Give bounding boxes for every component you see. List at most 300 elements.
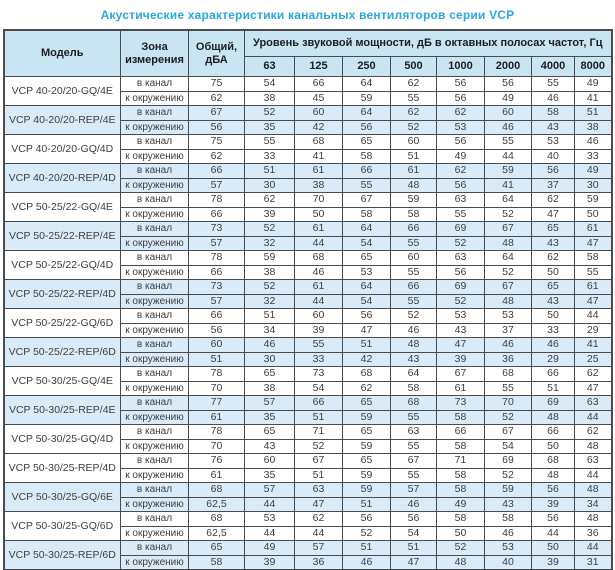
level-cell-63hz: 44 <box>245 526 295 541</box>
level-cell-250hz: 54 <box>343 294 391 309</box>
level-cell-4000hz: 44 <box>532 526 575 541</box>
level-cell-2000hz: 46 <box>485 526 532 541</box>
level-cell-2000hz: 52 <box>485 410 532 425</box>
total-dba-cell: 76 <box>189 454 245 469</box>
level-cell-63hz: 52 <box>245 222 295 237</box>
level-cell-250hz: 56 <box>343 309 391 324</box>
zone-cell: к окружению <box>121 468 189 483</box>
level-cell-250hz: 55 <box>343 178 391 193</box>
level-cell-250hz: 65 <box>343 135 391 150</box>
level-cell-63hz: 32 <box>245 294 295 309</box>
level-cell-8000hz: 47 <box>575 294 612 309</box>
table-row <box>4 367 612 382</box>
level-cell-125hz: 61 <box>295 280 343 295</box>
level-cell-500hz: 48 <box>391 338 437 353</box>
level-cell-2000hz: 70 <box>485 396 532 411</box>
table-row <box>4 541 612 556</box>
level-cell-250hz: 59 <box>343 468 391 483</box>
level-cell-1000hz: 53 <box>437 120 485 135</box>
total-dba-cell: 66 <box>189 309 245 324</box>
level-cell-63hz: 59 <box>245 251 295 266</box>
level-cell-500hz: 54 <box>391 526 437 541</box>
level-cell-8000hz: 61 <box>575 280 612 295</box>
level-cell-2000hz: 55 <box>485 381 532 396</box>
level-cell-63hz: 38 <box>245 265 295 280</box>
level-cell-500hz: 55 <box>391 91 437 106</box>
total-dba-cell: 51 <box>189 352 245 367</box>
level-cell-2000hz: 44 <box>485 149 532 164</box>
model-cell: VCP 50-25/22-GQ/4E <box>4 193 121 222</box>
level-cell-250hz: 68 <box>343 367 391 382</box>
level-cell-500hz: 55 <box>391 410 437 425</box>
level-cell-500hz: 43 <box>391 352 437 367</box>
level-cell-500hz: 67 <box>391 454 437 469</box>
column-header-total <box>189 30 245 77</box>
page-title: Акустические характеристики канальных вентиляторов серии VCP <box>100 8 515 22</box>
level-cell-4000hz: 55 <box>532 77 575 92</box>
table-row <box>4 483 612 498</box>
level-cell-4000hz: 39 <box>532 555 575 570</box>
level-cell-125hz: 54 <box>295 381 343 396</box>
frequency-header-250: 250 <box>343 57 391 77</box>
level-cell-2000hz: 56 <box>485 77 532 92</box>
level-cell-8000hz: 33 <box>575 149 612 164</box>
level-cell-1000hz: 53 <box>437 309 485 324</box>
level-cell-125hz: 60 <box>295 106 343 121</box>
total-dba-cell: 78 <box>189 251 245 266</box>
level-cell-500hz: 51 <box>391 149 437 164</box>
level-cell-63hz: 46 <box>245 338 295 353</box>
zone-cell: к окружению <box>121 294 189 309</box>
level-cell-63hz: 65 <box>245 367 295 382</box>
level-cell-500hz: 66 <box>391 280 437 295</box>
level-cell-4000hz: 62 <box>532 251 575 266</box>
level-cell-500hz: 64 <box>391 367 437 382</box>
level-cell-500hz: 52 <box>391 309 437 324</box>
level-cell-63hz: 35 <box>245 410 295 425</box>
total-dba-cell: 78 <box>189 193 245 208</box>
zone-cell: в канал <box>121 251 189 266</box>
total-dba-cell: 70 <box>189 381 245 396</box>
level-cell-125hz: 36 <box>295 555 343 570</box>
level-cell-4000hz: 43 <box>532 236 575 251</box>
acoustic-characteristics-table <box>3 29 613 570</box>
level-cell-250hz: 62 <box>343 381 391 396</box>
zone-cell: в канал <box>121 454 189 469</box>
column-header-zone <box>121 30 189 77</box>
level-cell-125hz: 52 <box>295 439 343 454</box>
level-cell-2000hz: 48 <box>485 294 532 309</box>
level-cell-1000hz: 66 <box>437 425 485 440</box>
level-cell-1000hz: 67 <box>437 367 485 382</box>
level-cell-63hz: 62 <box>245 193 295 208</box>
level-cell-63hz: 54 <box>245 77 295 92</box>
level-cell-250hz: 42 <box>343 352 391 367</box>
level-cell-4000hz: 40 <box>532 149 575 164</box>
level-cell-8000hz: 44 <box>575 468 612 483</box>
level-cell-1000hz: 56 <box>437 135 485 150</box>
level-cell-1000hz: 48 <box>437 555 485 570</box>
zone-cell: к окружению <box>121 149 189 164</box>
level-cell-63hz: 52 <box>245 280 295 295</box>
level-cell-1000hz: 43 <box>437 323 485 338</box>
level-cell-1000hz: 58 <box>437 512 485 527</box>
level-cell-500hz: 59 <box>391 193 437 208</box>
level-cell-250hz: 67 <box>343 193 391 208</box>
zone-cell: в канал <box>121 541 189 556</box>
frequency-header-1000: 1000 <box>437 57 485 77</box>
zone-cell: в канал <box>121 280 189 295</box>
total-dba-cell: 62,5 <box>189 497 245 512</box>
total-dba-cell: 66 <box>189 164 245 179</box>
level-cell-500hz: 62 <box>391 106 437 121</box>
model-cell: VCP 50-25/22-REP/4D <box>4 280 121 309</box>
level-cell-63hz: 51 <box>245 309 295 324</box>
table-header <box>4 30 612 77</box>
level-cell-4000hz: 65 <box>532 222 575 237</box>
level-cell-63hz: 49 <box>245 541 295 556</box>
level-cell-125hz: 55 <box>295 338 343 353</box>
level-cell-250hz: 65 <box>343 251 391 266</box>
model-cell: VCP 40-20/20-GQ/4E <box>4 77 121 106</box>
level-cell-2000hz: 59 <box>485 483 532 498</box>
level-cell-1000hz: 52 <box>437 294 485 309</box>
zone-cell: в канал <box>121 193 189 208</box>
level-cell-500hz: 58 <box>391 207 437 222</box>
level-cell-4000hz: 56 <box>532 164 575 179</box>
total-dba-cell: 78 <box>189 425 245 440</box>
table-row <box>4 106 612 121</box>
level-cell-125hz: 66 <box>295 77 343 92</box>
total-dba-cell: 61 <box>189 468 245 483</box>
total-header-line2: дБА <box>205 53 228 66</box>
zone-cell: к окружению <box>121 555 189 570</box>
level-cell-250hz: 58 <box>343 149 391 164</box>
level-cell-2000hz: 46 <box>485 120 532 135</box>
column-header-sound-power-level: Уровень звуковой мощности, дБ в октавных полосах частот, Гц <box>245 30 612 57</box>
total-dba-cell: 68 <box>189 512 245 527</box>
level-cell-8000hz: 47 <box>575 381 612 396</box>
model-cell: VCP 40-20/20-REP/4E <box>4 106 121 135</box>
level-cell-1000hz: 56 <box>437 265 485 280</box>
level-cell-4000hz: 68 <box>532 454 575 469</box>
level-cell-8000hz: 29 <box>575 323 612 338</box>
level-cell-250hz: 66 <box>343 164 391 179</box>
level-cell-4000hz: 33 <box>532 323 575 338</box>
level-cell-500hz: 55 <box>391 468 437 483</box>
table-row <box>4 77 612 92</box>
level-cell-125hz: 68 <box>295 251 343 266</box>
level-cell-4000hz: 48 <box>532 468 575 483</box>
model-cell: VCP 50-25/22-REP/4E <box>4 222 121 251</box>
level-cell-8000hz: 25 <box>575 352 612 367</box>
level-cell-125hz: 42 <box>295 120 343 135</box>
level-cell-125hz: 33 <box>295 352 343 367</box>
table-row <box>4 135 612 150</box>
level-cell-2000hz: 36 <box>485 352 532 367</box>
zone-cell: в канал <box>121 164 189 179</box>
level-cell-8000hz: 63 <box>575 454 612 469</box>
level-cell-125hz: 62 <box>295 512 343 527</box>
level-cell-8000hz: 44 <box>575 309 612 324</box>
total-dba-cell: 62 <box>189 91 245 106</box>
level-cell-250hz: 59 <box>343 410 391 425</box>
level-cell-500hz: 61 <box>391 164 437 179</box>
zone-cell: к окружению <box>121 265 189 280</box>
zone-cell: к окружению <box>121 120 189 135</box>
level-cell-500hz: 57 <box>391 483 437 498</box>
column-header-model: Модель <box>4 30 121 77</box>
level-cell-63hz: 57 <box>245 483 295 498</box>
level-cell-4000hz: 46 <box>532 91 575 106</box>
level-cell-8000hz: 46 <box>575 135 612 150</box>
level-cell-8000hz: 59 <box>575 193 612 208</box>
zone-cell: к окружению <box>121 178 189 193</box>
total-dba-cell: 61 <box>189 410 245 425</box>
frequency-header-63: 63 <box>245 57 295 77</box>
level-cell-2000hz: 37 <box>485 323 532 338</box>
level-cell-2000hz: 54 <box>485 439 532 454</box>
level-cell-1000hz: 55 <box>437 207 485 222</box>
level-cell-1000hz: 58 <box>437 468 485 483</box>
level-cell-500hz: 46 <box>391 323 437 338</box>
level-cell-4000hz: 43 <box>532 294 575 309</box>
zone-cell: в канал <box>121 483 189 498</box>
zone-cell: в канал <box>121 135 189 150</box>
level-cell-250hz: 53 <box>343 265 391 280</box>
level-cell-250hz: 65 <box>343 454 391 469</box>
model-cell: VCP 50-25/22-GQ/4D <box>4 251 121 280</box>
level-cell-125hz: 73 <box>295 367 343 382</box>
level-cell-500hz: 62 <box>391 77 437 92</box>
level-cell-2000hz: 67 <box>485 280 532 295</box>
model-cell: VCP 50-30/25-GQ/6E <box>4 483 121 512</box>
frequency-header-125: 125 <box>295 57 343 77</box>
table-row <box>4 338 612 353</box>
level-cell-8000hz: 61 <box>575 222 612 237</box>
level-cell-125hz: 39 <box>295 323 343 338</box>
level-cell-4000hz: 50 <box>532 541 575 556</box>
level-cell-8000hz: 34 <box>575 497 612 512</box>
level-cell-500hz: 60 <box>391 251 437 266</box>
level-cell-4000hz: 58 <box>532 106 575 121</box>
level-cell-63hz: 34 <box>245 323 295 338</box>
level-cell-63hz: 52 <box>245 106 295 121</box>
model-cell: VCP 50-30/25-REP/6D <box>4 541 121 570</box>
frequency-header-2000: 2000 <box>485 57 532 77</box>
total-dba-cell: 57 <box>189 178 245 193</box>
level-cell-8000hz: 62 <box>575 367 612 382</box>
frequency-header-8000: 8000 <box>575 57 612 77</box>
total-dba-cell: 67 <box>189 106 245 121</box>
level-cell-63hz: 35 <box>245 468 295 483</box>
zone-cell: к окружению <box>121 236 189 251</box>
level-cell-1000hz: 69 <box>437 222 485 237</box>
level-cell-63hz: 51 <box>245 164 295 179</box>
level-cell-500hz: 46 <box>391 497 437 512</box>
total-dba-cell: 77 <box>189 396 245 411</box>
level-cell-1000hz: 39 <box>437 352 485 367</box>
total-dba-cell: 57 <box>189 294 245 309</box>
level-cell-2000hz: 43 <box>485 497 532 512</box>
model-cell: VCP 50-30/25-GQ/4D <box>4 425 121 454</box>
level-cell-8000hz: 49 <box>575 77 612 92</box>
level-cell-63hz: 38 <box>245 91 295 106</box>
total-header-line1: Общий, <box>195 40 238 53</box>
level-cell-250hz: 52 <box>343 526 391 541</box>
level-cell-125hz: 51 <box>295 410 343 425</box>
level-cell-125hz: 67 <box>295 454 343 469</box>
total-dba-cell: 62,5 <box>189 526 245 541</box>
level-cell-63hz: 53 <box>245 512 295 527</box>
level-cell-1000hz: 56 <box>437 77 485 92</box>
model-cell: VCP 50-30/25-REP/4E <box>4 396 121 425</box>
level-cell-1000hz: 49 <box>437 149 485 164</box>
level-cell-8000hz: 48 <box>575 439 612 454</box>
zone-cell: в канал <box>121 309 189 324</box>
total-dba-cell: 68 <box>189 483 245 498</box>
level-cell-63hz: 30 <box>245 178 295 193</box>
level-cell-8000hz: 44 <box>575 410 612 425</box>
total-dba-cell: 66 <box>189 265 245 280</box>
zone-cell: в канал <box>121 77 189 92</box>
level-cell-1000hz: 52 <box>437 541 485 556</box>
level-cell-8000hz: 30 <box>575 178 612 193</box>
level-cell-250hz: 59 <box>343 91 391 106</box>
level-cell-8000hz: 62 <box>575 425 612 440</box>
level-cell-2000hz: 52 <box>485 265 532 280</box>
zone-cell: к окружению <box>121 91 189 106</box>
level-cell-2000hz: 69 <box>485 454 532 469</box>
level-cell-1000hz: 73 <box>437 396 485 411</box>
level-cell-500hz: 60 <box>391 135 437 150</box>
level-cell-4000hz: 43 <box>532 120 575 135</box>
zone-cell: в канал <box>121 396 189 411</box>
level-cell-4000hz: 47 <box>532 207 575 222</box>
level-cell-125hz: 66 <box>295 396 343 411</box>
level-cell-250hz: 51 <box>343 497 391 512</box>
level-cell-8000hz: 55 <box>575 265 612 280</box>
level-cell-500hz: 55 <box>391 265 437 280</box>
zone-cell: в канал <box>121 367 189 382</box>
level-cell-500hz: 48 <box>391 178 437 193</box>
level-cell-125hz: 47 <box>295 497 343 512</box>
level-cell-250hz: 46 <box>343 555 391 570</box>
level-cell-8000hz: 63 <box>575 396 612 411</box>
level-cell-1000hz: 62 <box>437 164 485 179</box>
frequency-header-4000: 4000 <box>532 57 575 77</box>
level-cell-125hz: 38 <box>295 178 343 193</box>
level-cell-500hz: 68 <box>391 396 437 411</box>
table-row <box>4 309 612 324</box>
level-cell-125hz: 51 <box>295 468 343 483</box>
model-cell: VCP 50-30/25-REP/4D <box>4 454 121 483</box>
level-cell-4000hz: 50 <box>532 265 575 280</box>
level-cell-63hz: 65 <box>245 425 295 440</box>
level-cell-4000hz: 66 <box>532 425 575 440</box>
level-cell-8000hz: 44 <box>575 541 612 556</box>
zone-cell: в канал <box>121 106 189 121</box>
level-cell-4000hz: 66 <box>532 367 575 382</box>
level-cell-250hz: 64 <box>343 106 391 121</box>
level-cell-63hz: 39 <box>245 555 295 570</box>
level-cell-2000hz: 58 <box>485 512 532 527</box>
total-dba-cell: 60 <box>189 338 245 353</box>
level-cell-63hz: 60 <box>245 454 295 469</box>
total-dba-cell: 70 <box>189 439 245 454</box>
level-cell-125hz: 61 <box>295 222 343 237</box>
zone-cell: к окружению <box>121 381 189 396</box>
table-row <box>4 222 612 237</box>
model-cell: VCP 50-25/22-GQ/6D <box>4 309 121 338</box>
level-cell-63hz: 55 <box>245 135 295 150</box>
level-cell-500hz: 55 <box>391 439 437 454</box>
table-row <box>4 512 612 527</box>
level-cell-125hz: 41 <box>295 149 343 164</box>
table-row <box>4 396 612 411</box>
level-cell-125hz: 44 <box>295 526 343 541</box>
level-cell-8000hz: 50 <box>575 207 612 222</box>
level-cell-125hz: 44 <box>295 236 343 251</box>
model-cell: VCP 50-30/25-GQ/6D <box>4 512 121 541</box>
zone-cell: в канал <box>121 512 189 527</box>
level-cell-250hz: 56 <box>343 512 391 527</box>
level-cell-125hz: 68 <box>295 135 343 150</box>
level-cell-1000hz: 52 <box>437 236 485 251</box>
level-cell-1000hz: 50 <box>437 526 485 541</box>
level-cell-4000hz: 29 <box>532 352 575 367</box>
level-cell-250hz: 54 <box>343 236 391 251</box>
level-cell-250hz: 51 <box>343 541 391 556</box>
level-cell-125hz: 50 <box>295 207 343 222</box>
zone-cell: к окружению <box>121 323 189 338</box>
level-cell-250hz: 47 <box>343 323 391 338</box>
level-cell-8000hz: 51 <box>575 106 612 121</box>
level-cell-8000hz: 48 <box>575 512 612 527</box>
total-dba-cell: 73 <box>189 280 245 295</box>
level-cell-500hz: 47 <box>391 555 437 570</box>
level-cell-1000hz: 62 <box>437 106 485 121</box>
level-cell-1000hz: 56 <box>437 91 485 106</box>
level-cell-2000hz: 55 <box>485 135 532 150</box>
total-dba-cell: 75 <box>189 77 245 92</box>
zone-cell: в канал <box>121 222 189 237</box>
level-cell-250hz: 56 <box>343 120 391 135</box>
level-cell-125hz: 71 <box>295 425 343 440</box>
level-cell-8000hz: 58 <box>575 251 612 266</box>
zone-cell: к окружению <box>121 410 189 425</box>
level-cell-2000hz: 40 <box>485 555 532 570</box>
level-cell-250hz: 65 <box>343 396 391 411</box>
level-cell-1000hz: 58 <box>437 483 485 498</box>
level-cell-2000hz: 52 <box>485 468 532 483</box>
total-dba-cell: 66 <box>189 207 245 222</box>
total-dba-cell: 65 <box>189 541 245 556</box>
level-cell-2000hz: 68 <box>485 367 532 382</box>
level-cell-8000hz: 38 <box>575 120 612 135</box>
level-cell-250hz: 64 <box>343 280 391 295</box>
level-cell-4000hz: 39 <box>532 497 575 512</box>
level-cell-250hz: 65 <box>343 425 391 440</box>
level-cell-4000hz: 50 <box>532 439 575 454</box>
level-cell-500hz: 58 <box>391 381 437 396</box>
table-row <box>4 164 612 179</box>
model-cell: VCP 40-20/20-GQ/4D <box>4 135 121 164</box>
level-cell-63hz: 39 <box>245 207 295 222</box>
level-cell-500hz: 52 <box>391 120 437 135</box>
total-dba-cell: 56 <box>189 120 245 135</box>
zone-cell: к окружению <box>121 497 189 512</box>
